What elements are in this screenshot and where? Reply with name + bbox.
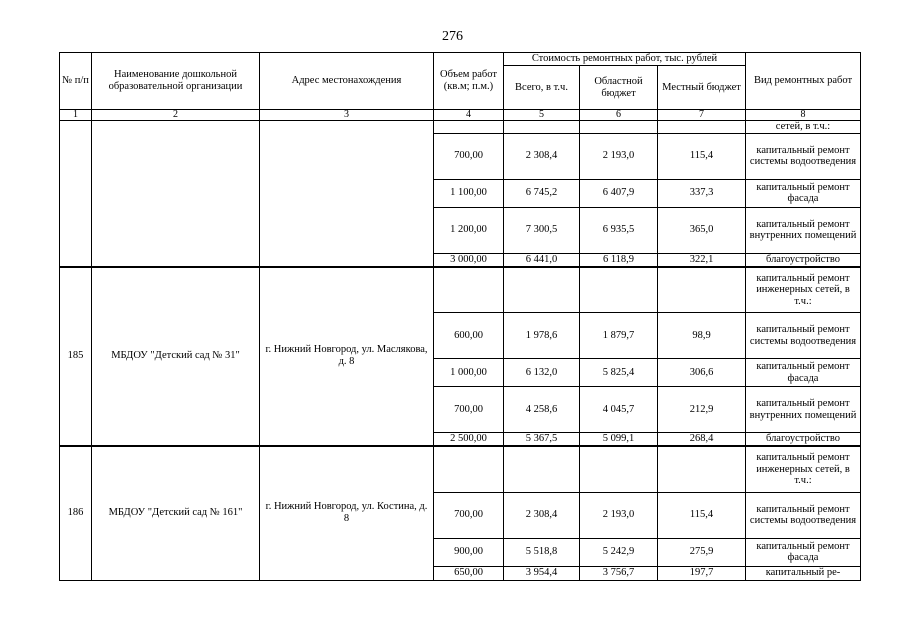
header-regional: Областной бюджет (580, 66, 658, 110)
cell-volume: 650,00 (434, 566, 504, 580)
cell-volume: 700,00 (434, 387, 504, 433)
cell-work-type: капитальный ремонт фасада (746, 179, 861, 207)
cell-work-type: капитальный ремонт системы водоотведения (746, 133, 861, 179)
cell-volume: 1 000,00 (434, 359, 504, 387)
header-volume: Объем работ (кв.м; п.м.) (434, 53, 504, 110)
cell-volume: 2 500,00 (434, 433, 504, 447)
cell-volume: 1 100,00 (434, 179, 504, 207)
cell-work-type: капитальный ремонт инженерных сетей, в т.ч.: (746, 446, 861, 492)
cell-work-type: капитальный ремонт фасада (746, 359, 861, 387)
header-cost-group: Стоимость ремонтных работ, тыс. рублей (504, 53, 746, 66)
cell-total: 1 978,6 (504, 313, 580, 359)
col-number: 2 (92, 110, 260, 121)
cell-regional: 5 825,4 (580, 359, 658, 387)
cell-work-type: капитальный ремонт внутренних помещений (746, 207, 861, 253)
cell-work-type: сетей, в т.ч.: (746, 121, 861, 134)
col-number: 6 (580, 110, 658, 121)
header-local: Местный бюджет (658, 66, 746, 110)
cell-work-type: капитальный ремонт инженерных сетей, в т.ч.: (746, 267, 861, 313)
table-row (60, 446, 861, 492)
cell-regional (580, 267, 658, 313)
cell-regional: 6 935,5 (580, 207, 658, 253)
cell-number (60, 121, 92, 267)
cell-regional: 5 099,1 (580, 433, 658, 447)
cell-volume (434, 267, 504, 313)
col-number: 3 (260, 110, 434, 121)
cell-regional: 6 407,9 (580, 179, 658, 207)
cell-organization (92, 121, 260, 267)
header-row (60, 53, 861, 66)
col-number: 7 (658, 110, 746, 121)
cell-organization: МБДОУ "Детский сад № 161" (92, 446, 260, 580)
table-row (60, 267, 861, 313)
cell-total: 6 132,0 (504, 359, 580, 387)
cell-total (504, 267, 580, 313)
cell-total: 3 954,4 (504, 566, 580, 580)
cell-volume: 600,00 (434, 313, 504, 359)
cell-work-type: капитальный ремонт фасада (746, 538, 861, 566)
cell-number: 186 (60, 446, 92, 580)
col-number: 1 (60, 110, 92, 121)
cell-work-type: капитальный ремонт системы водоотведения (746, 313, 861, 359)
cell-local: 212,9 (658, 387, 746, 433)
cell-regional (580, 446, 658, 492)
col-number: 4 (434, 110, 504, 121)
cell-regional: 4 045,7 (580, 387, 658, 433)
cell-work-type: капитальный ремонт системы водоотведения (746, 492, 861, 538)
repair-costs-table (59, 52, 861, 581)
cell-local (658, 446, 746, 492)
cell-regional: 2 193,0 (580, 492, 658, 538)
cell-number: 185 (60, 267, 92, 447)
cell-total: 5 367,5 (504, 433, 580, 447)
cell-work-type: благоустройство (746, 433, 861, 447)
column-numbers-row (60, 110, 861, 121)
cell-volume: 1 200,00 (434, 207, 504, 253)
cell-total: 6 441,0 (504, 253, 580, 267)
cell-total (504, 446, 580, 492)
cell-regional: 2 193,0 (580, 133, 658, 179)
cell-local: 115,4 (658, 133, 746, 179)
cell-local (658, 121, 746, 134)
col-number: 5 (504, 110, 580, 121)
cell-address (260, 121, 434, 267)
cell-local (658, 267, 746, 313)
cell-total: 2 308,4 (504, 133, 580, 179)
cell-local: 115,4 (658, 492, 746, 538)
header-organization: Наименование дошкольной образовательной организации (92, 53, 260, 110)
cell-local: 365,0 (658, 207, 746, 253)
header-total: Всего, в т.ч. (504, 66, 580, 110)
cell-total (504, 121, 580, 134)
header-work-type: Вид ремонтных работ (746, 53, 861, 110)
cell-volume: 700,00 (434, 133, 504, 179)
cell-total: 4 258,6 (504, 387, 580, 433)
cell-total: 2 308,4 (504, 492, 580, 538)
cell-volume: 700,00 (434, 492, 504, 538)
header-address: Адрес местонахождения (260, 53, 434, 110)
cell-regional: 1 879,7 (580, 313, 658, 359)
cell-regional: 6 118,9 (580, 253, 658, 267)
cell-work-type: благоустройство (746, 253, 861, 267)
cell-local: 306,6 (658, 359, 746, 387)
cell-work-type: капитальный ре- (746, 566, 861, 580)
cell-volume (434, 121, 504, 134)
cell-total: 6 745,2 (504, 179, 580, 207)
cell-local: 275,9 (658, 538, 746, 566)
cell-local: 197,7 (658, 566, 746, 580)
cell-local: 98,9 (658, 313, 746, 359)
col-number: 8 (746, 110, 861, 121)
cell-organization: МБДОУ "Детский сад № 31" (92, 267, 260, 447)
cell-regional (580, 121, 658, 134)
cell-local: 322,1 (658, 253, 746, 267)
cell-volume: 900,00 (434, 538, 504, 566)
cell-local: 268,4 (658, 433, 746, 447)
cell-address: г. Нижний Новгород, ул. Костина, д. 8 (260, 446, 434, 580)
cell-local: 337,3 (658, 179, 746, 207)
page-number: 276 (442, 29, 463, 44)
cell-volume: 3 000,00 (434, 253, 504, 267)
table-row (60, 121, 861, 134)
cell-regional: 3 756,7 (580, 566, 658, 580)
cell-total: 5 518,8 (504, 538, 580, 566)
cell-regional: 5 242,9 (580, 538, 658, 566)
cell-total: 7 300,5 (504, 207, 580, 253)
cell-volume (434, 446, 504, 492)
header-number: № п/п (60, 53, 92, 110)
cell-work-type: капитальный ремонт внутренних помещений (746, 387, 861, 433)
cell-address: г. Нижний Новгород, ул. Маслякова, д. 8 (260, 267, 434, 447)
